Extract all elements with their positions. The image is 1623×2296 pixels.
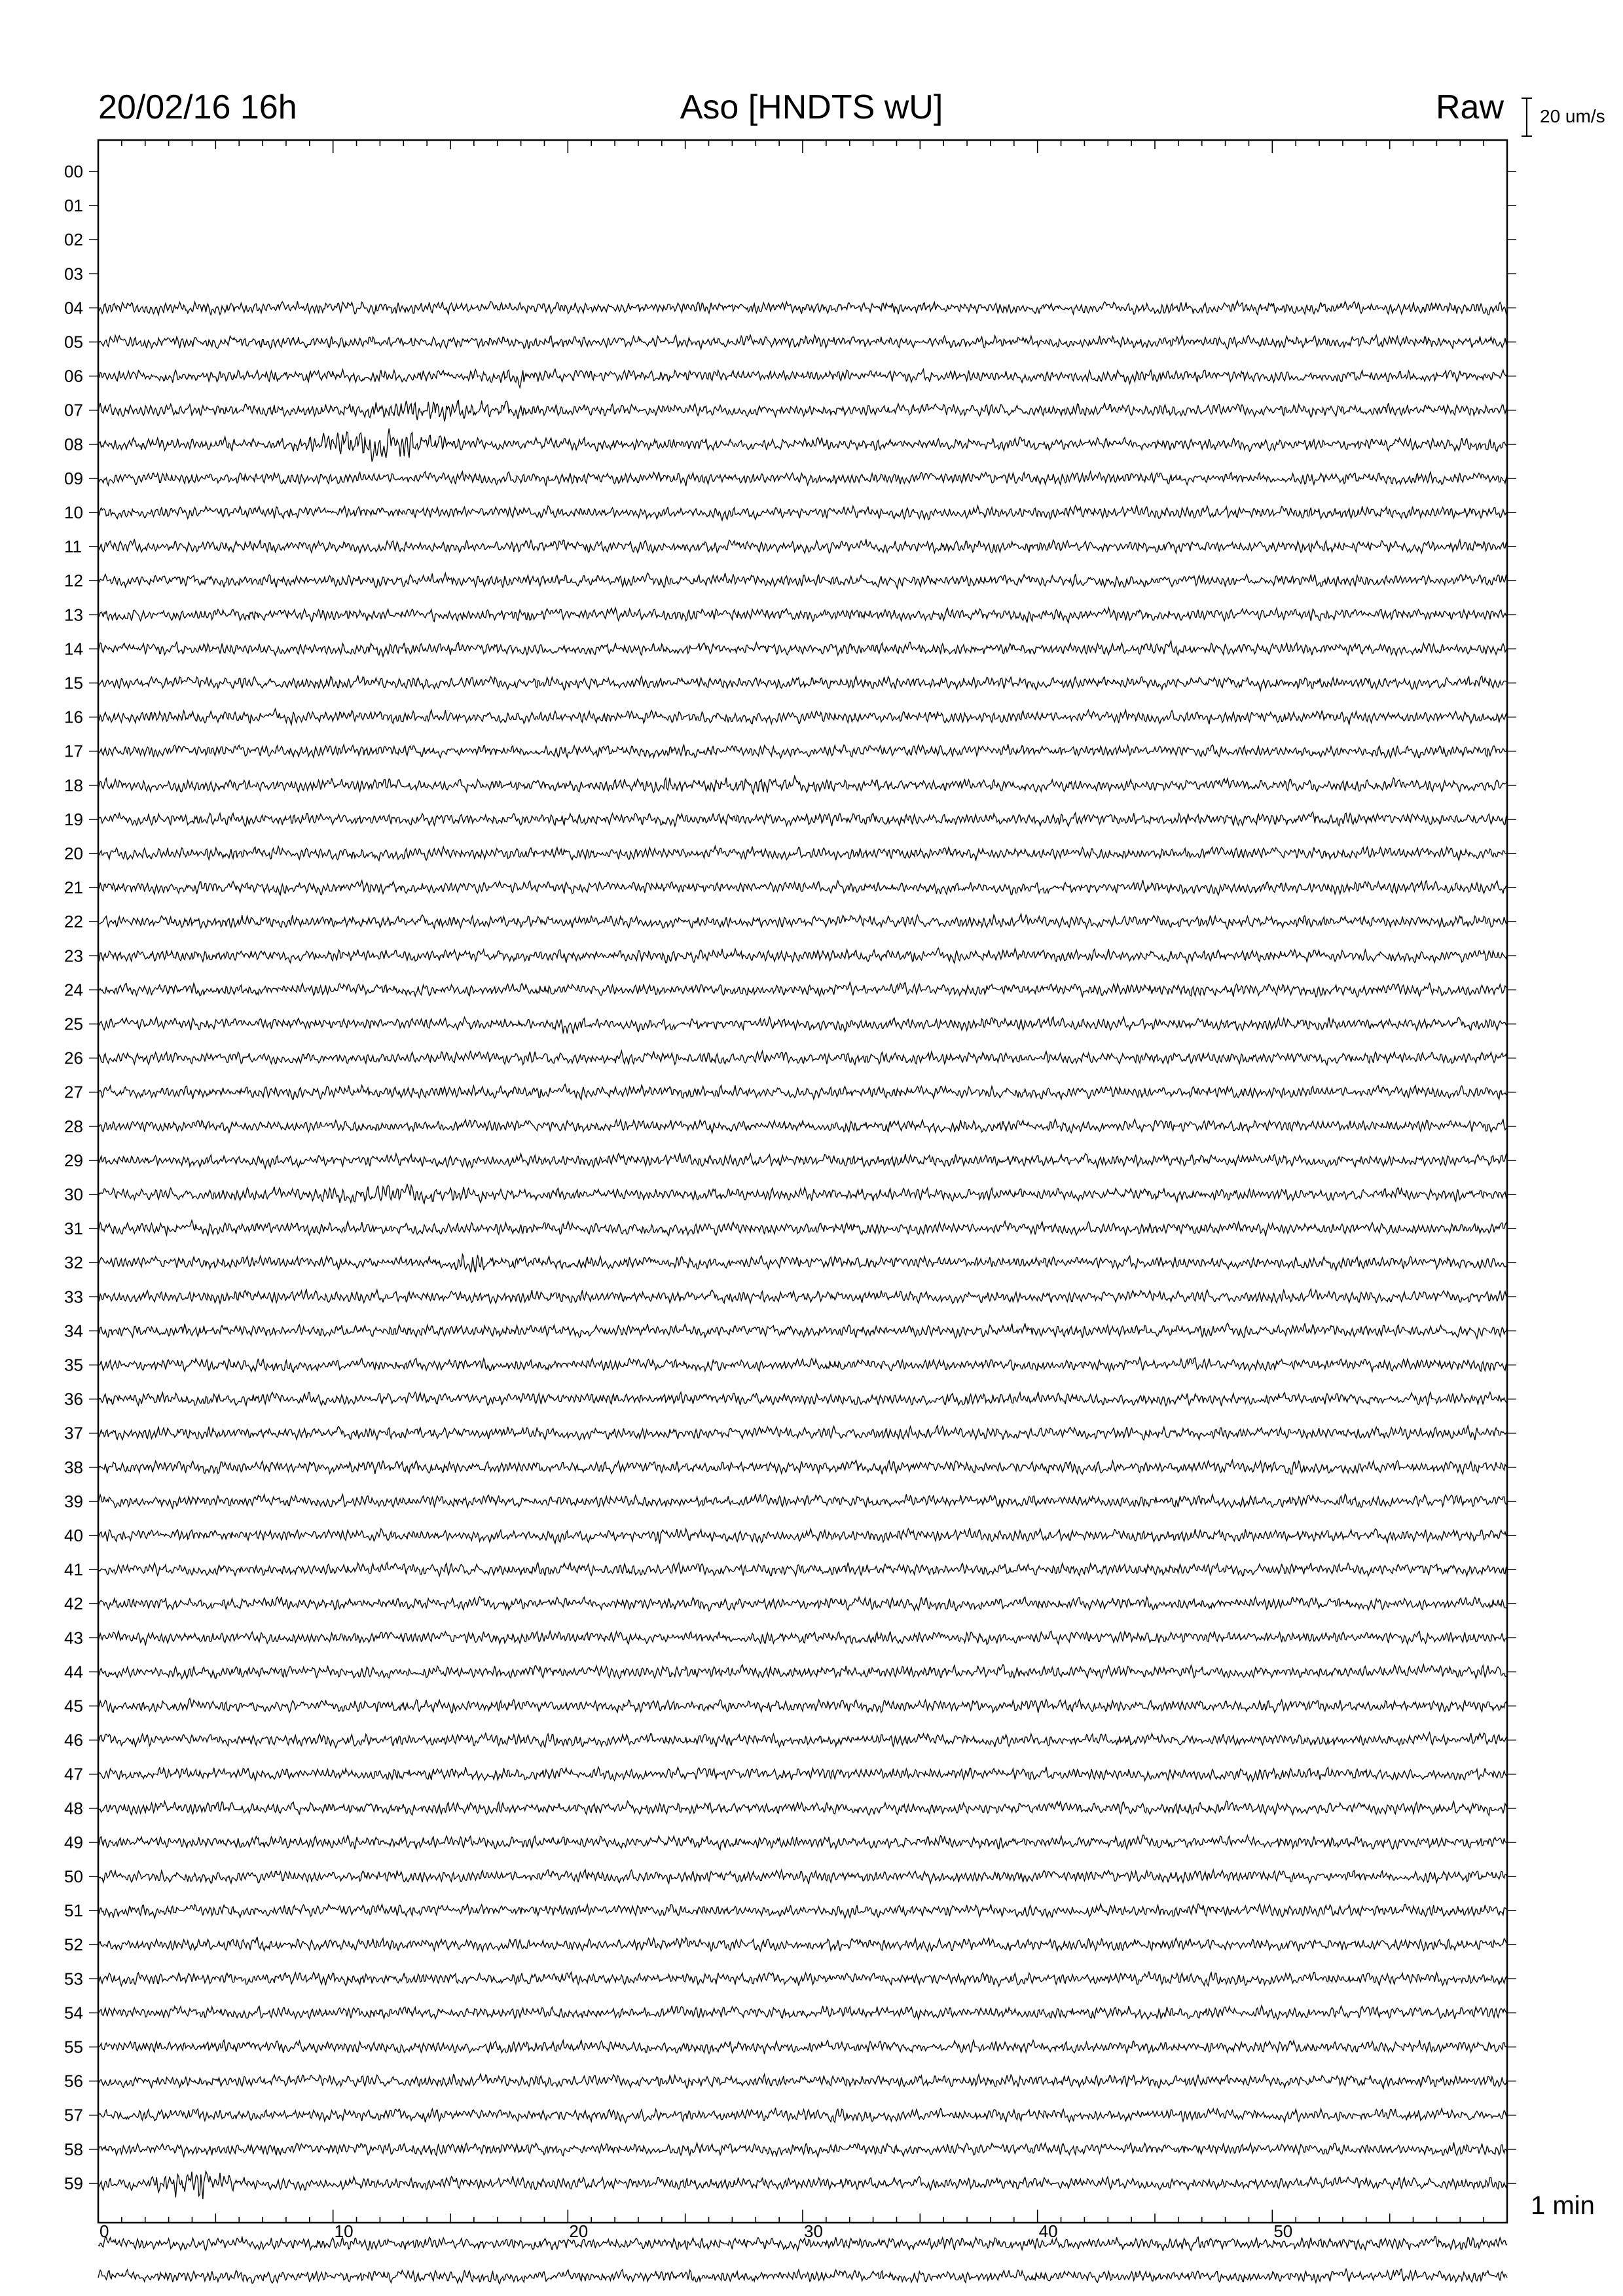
trace-row-09 bbox=[98, 472, 1507, 486]
trace-row-44 bbox=[98, 1664, 1507, 1678]
trace-row-08 bbox=[98, 429, 1507, 462]
x-tick-label-10: 10 bbox=[334, 2221, 354, 2241]
row-label-23: 23 bbox=[64, 946, 83, 966]
row-label-56: 56 bbox=[64, 2071, 83, 2091]
row-label-50: 50 bbox=[64, 1867, 83, 1886]
trace-row-53 bbox=[98, 1971, 1507, 1986]
header-date: 20/02/16 16h bbox=[98, 88, 297, 126]
trace-row-45 bbox=[98, 1698, 1507, 1713]
trace-row-58 bbox=[98, 2142, 1507, 2157]
trace-row-19 bbox=[98, 812, 1507, 827]
trace-row-24 bbox=[98, 982, 1507, 997]
row-label-35: 35 bbox=[64, 1355, 83, 1375]
overflow-trace-0 bbox=[98, 2236, 1507, 2251]
trace-row-20 bbox=[98, 846, 1507, 861]
chart-title: Aso [HNDTS wU] bbox=[680, 88, 943, 126]
trace-row-04 bbox=[98, 301, 1507, 315]
scale-bar bbox=[1522, 98, 1532, 136]
trace-row-06 bbox=[98, 369, 1507, 387]
row-label-12: 12 bbox=[64, 571, 83, 591]
trace-row-51 bbox=[98, 1904, 1507, 1918]
row-label-55: 55 bbox=[64, 2037, 83, 2057]
row-label-40: 40 bbox=[64, 1526, 83, 1545]
row-label-18: 18 bbox=[64, 775, 83, 795]
row-label-24: 24 bbox=[64, 980, 83, 1000]
row-label-43: 43 bbox=[64, 1628, 83, 1648]
row-label-22: 22 bbox=[64, 912, 83, 932]
trace-row-39 bbox=[98, 1494, 1507, 1509]
row-label-02: 02 bbox=[64, 230, 83, 250]
row-label-14: 14 bbox=[64, 639, 83, 659]
row-label-31: 31 bbox=[64, 1219, 83, 1239]
row-label-33: 33 bbox=[64, 1287, 83, 1307]
trace-row-28 bbox=[98, 1119, 1507, 1134]
row-label-00: 00 bbox=[64, 162, 83, 181]
trace-row-22 bbox=[98, 914, 1507, 929]
trace-row-35 bbox=[98, 1357, 1507, 1372]
row-label-46: 46 bbox=[64, 1730, 83, 1750]
row-label-05: 05 bbox=[64, 332, 83, 352]
trace-row-42 bbox=[98, 1597, 1507, 1611]
trace-row-17 bbox=[98, 744, 1507, 758]
row-label-27: 27 bbox=[64, 1082, 83, 1102]
trace-row-32 bbox=[98, 1255, 1507, 1273]
trace-row-12 bbox=[98, 573, 1507, 588]
scale-label: 20 um/s bbox=[1540, 106, 1605, 126]
trace-row-55 bbox=[98, 2040, 1507, 2054]
row-label-17: 17 bbox=[64, 741, 83, 761]
row-label-32: 32 bbox=[64, 1253, 83, 1273]
trace-row-05 bbox=[98, 334, 1507, 349]
trace-row-18 bbox=[98, 776, 1507, 794]
row-label-53: 53 bbox=[64, 1969, 83, 1989]
x-tick-label-0: 0 bbox=[100, 2221, 109, 2241]
traces bbox=[98, 301, 1507, 2199]
trace-row-36 bbox=[98, 1392, 1507, 1407]
overflow-trace-1 bbox=[98, 2269, 1507, 2284]
row-label-48: 48 bbox=[64, 1798, 83, 1818]
row-label-38: 38 bbox=[64, 1457, 83, 1477]
trace-row-37 bbox=[98, 1426, 1507, 1440]
trace-row-14 bbox=[98, 641, 1507, 656]
x-axis-unit-label: 1 min bbox=[1531, 2191, 1595, 2220]
row-label-26: 26 bbox=[64, 1048, 83, 1068]
row-label-15: 15 bbox=[64, 673, 83, 693]
trace-row-49 bbox=[98, 1835, 1507, 1850]
trace-row-10 bbox=[98, 505, 1507, 520]
row-label-44: 44 bbox=[64, 1662, 83, 1682]
trace-row-07 bbox=[98, 401, 1507, 422]
row-label-57: 57 bbox=[64, 2105, 83, 2125]
trace-row-52 bbox=[98, 1937, 1507, 1952]
row-label-08: 08 bbox=[64, 434, 83, 454]
trace-row-26 bbox=[98, 1050, 1507, 1065]
row-label-29: 29 bbox=[64, 1150, 83, 1170]
trace-row-50 bbox=[98, 1870, 1507, 1884]
row-label-19: 19 bbox=[64, 809, 83, 829]
row-label-07: 07 bbox=[64, 400, 83, 420]
trace-row-38 bbox=[98, 1460, 1507, 1475]
row-label-39: 39 bbox=[64, 1491, 83, 1511]
x-tick-label-40: 40 bbox=[1038, 2221, 1058, 2241]
trace-row-57 bbox=[98, 2108, 1507, 2123]
trace-row-40 bbox=[98, 1528, 1507, 1544]
row-label-13: 13 bbox=[64, 605, 83, 625]
trace-row-59 bbox=[98, 2172, 1507, 2200]
trace-row-23 bbox=[98, 948, 1507, 963]
row-label-10: 10 bbox=[64, 503, 83, 522]
trace-row-29 bbox=[98, 1153, 1507, 1168]
row-label-01: 01 bbox=[64, 196, 83, 216]
trace-row-15 bbox=[98, 675, 1507, 691]
row-label-36: 36 bbox=[64, 1389, 83, 1409]
row-label-37: 37 bbox=[64, 1423, 83, 1443]
row-label-21: 21 bbox=[64, 878, 83, 898]
row-label-52: 52 bbox=[64, 1935, 83, 1955]
trace-row-31 bbox=[98, 1220, 1507, 1236]
trace-row-27 bbox=[98, 1085, 1507, 1100]
x-tick-label-50: 50 bbox=[1273, 2221, 1293, 2241]
row-label-58: 58 bbox=[64, 2139, 83, 2159]
row-label-45: 45 bbox=[64, 1696, 83, 1716]
row-label-04: 04 bbox=[64, 298, 83, 318]
row-label-25: 25 bbox=[64, 1014, 83, 1034]
trace-row-25 bbox=[98, 1016, 1507, 1033]
row-label-49: 49 bbox=[64, 1832, 83, 1852]
row-label-42: 42 bbox=[64, 1594, 83, 1614]
header-mode: Raw bbox=[1435, 88, 1504, 126]
trace-row-30 bbox=[98, 1184, 1507, 1204]
overflow-traces bbox=[98, 2236, 1507, 2284]
trace-row-41 bbox=[98, 1562, 1507, 1576]
row-label-47: 47 bbox=[64, 1764, 83, 1784]
row-label-20: 20 bbox=[64, 844, 83, 863]
trace-row-13 bbox=[98, 608, 1507, 623]
row-label-16: 16 bbox=[64, 707, 83, 727]
row-label-28: 28 bbox=[64, 1116, 83, 1136]
row-label-11: 11 bbox=[64, 537, 82, 557]
row-label-51: 51 bbox=[64, 1901, 83, 1921]
row-label-54: 54 bbox=[64, 2003, 83, 2023]
trace-row-16 bbox=[98, 709, 1507, 725]
trace-row-43 bbox=[98, 1631, 1507, 1645]
trace-row-21 bbox=[98, 880, 1507, 895]
x-tick-label-30: 30 bbox=[804, 2221, 823, 2241]
trace-row-54 bbox=[98, 2005, 1507, 2019]
row-label-09: 09 bbox=[64, 468, 83, 488]
trace-row-48 bbox=[98, 1801, 1507, 1816]
x-tick-label-20: 20 bbox=[569, 2221, 589, 2241]
trace-row-11 bbox=[98, 539, 1507, 554]
row-label-06: 06 bbox=[64, 366, 83, 386]
trace-row-33 bbox=[98, 1289, 1507, 1304]
trace-row-47 bbox=[98, 1767, 1507, 1782]
row-label-34: 34 bbox=[64, 1321, 83, 1341]
trace-row-56 bbox=[98, 2073, 1507, 2089]
row-label-30: 30 bbox=[64, 1185, 83, 1204]
row-label-59: 59 bbox=[64, 2173, 83, 2193]
row-label-41: 41 bbox=[64, 1560, 83, 1580]
trace-row-34 bbox=[98, 1323, 1507, 1338]
trace-row-46 bbox=[98, 1732, 1507, 1748]
row-label-03: 03 bbox=[64, 264, 83, 284]
row-labels bbox=[64, 162, 1516, 2193]
